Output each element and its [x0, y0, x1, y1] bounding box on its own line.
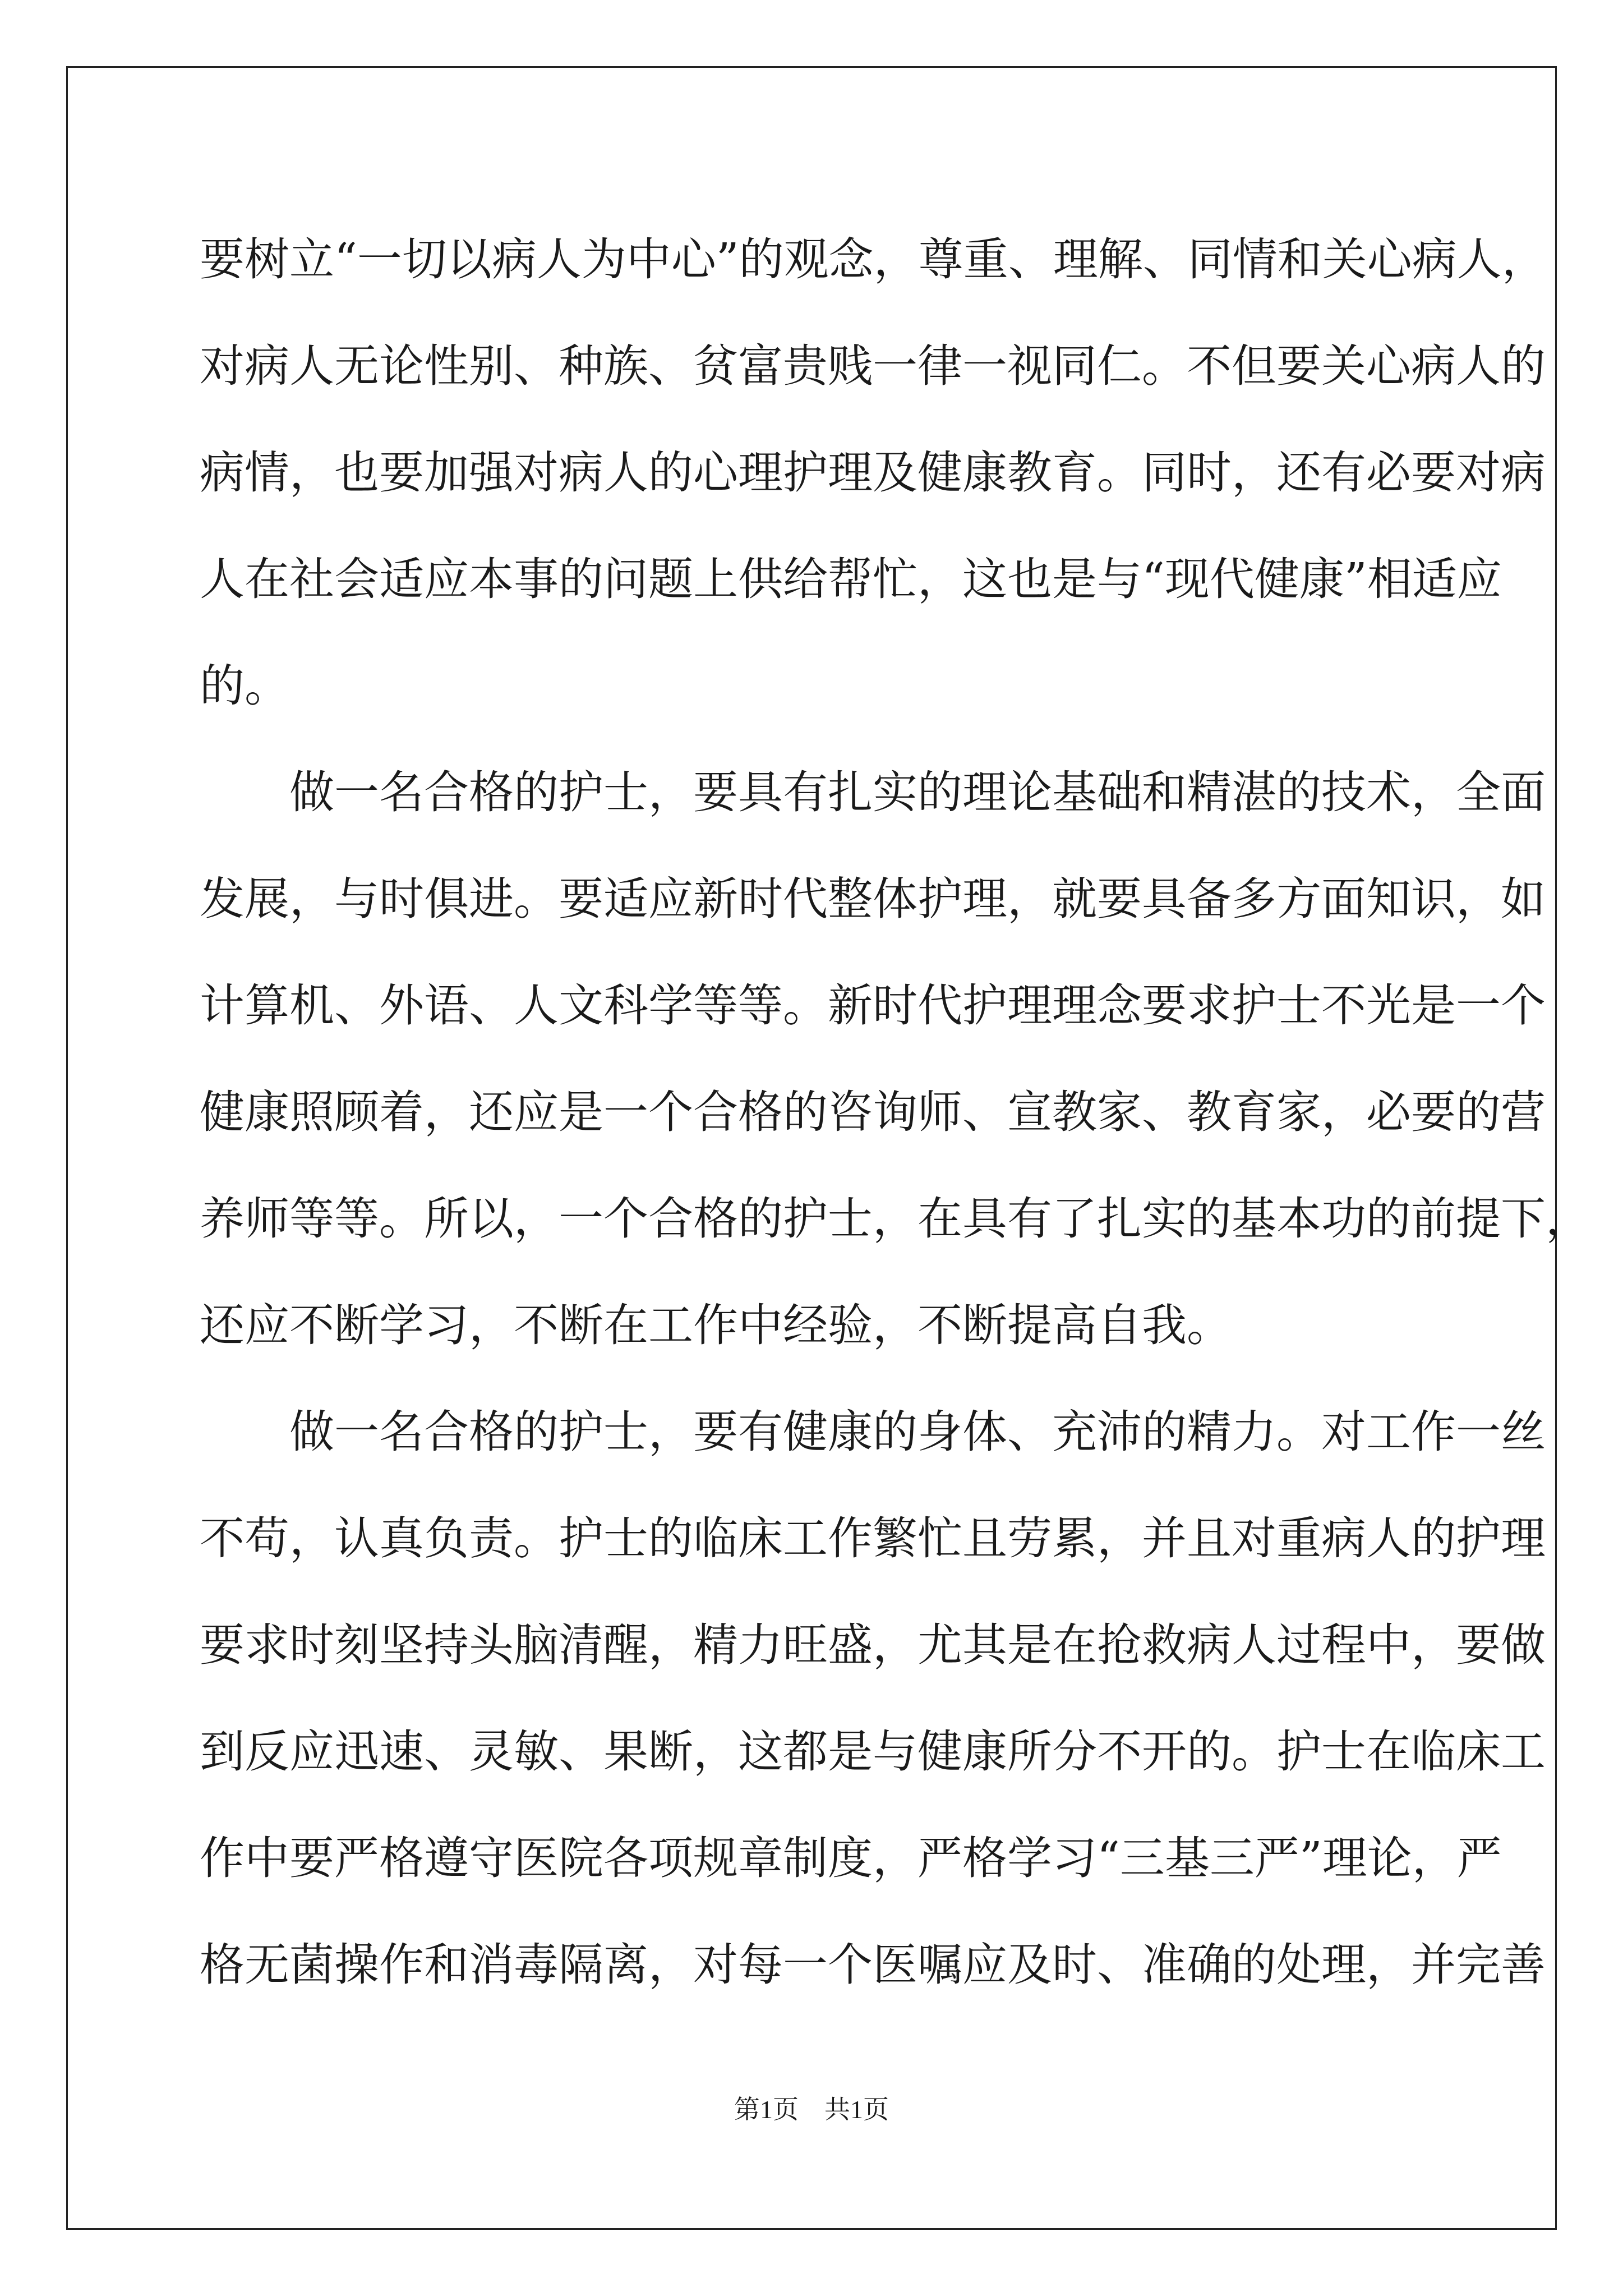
text-line: 还应不断学习，不断在工作中经验，不断提高自我。	[200, 1299, 1232, 1351]
text-line: 计算机、外语、人文科学等等。新时代护理理念要求护士不光是一个	[200, 979, 1546, 1032]
text-line: 健康照顾着，还应是一个合格的咨询师、宣教家、教育家，必要的营	[200, 1086, 1546, 1138]
text-line: 做一名合格的护士，要具有扎实的理论基础和精湛的技术，全面	[200, 766, 1546, 818]
text-line: 发展，与时俱进。要适应新时代整体护理，就要具备多方面知识，如	[200, 873, 1546, 925]
text-line: 做一名合格的护士，要有健康的身体、充沛的精力。对工作一丝	[200, 1406, 1546, 1458]
text-line: 的。	[200, 660, 289, 712]
text-line: 人在社会适应本事的问题上供给帮忙，这也是与“现代健康”相适应	[200, 553, 1502, 605]
text-line: 对病人无论性别、种族、贫富贵贱一律一视同仁。不但要关心病人的	[200, 340, 1546, 392]
page-number: 第1页 共1页	[734, 2095, 889, 2124]
text-line: 要树立“一切以病人为中心”的观念，尊重、理解、同情和关心病人，	[200, 233, 1547, 286]
text-line: 要求时刻坚持头脑清醒，精力旺盛，尤其是在抢救病人过程中，要做	[200, 1619, 1546, 1671]
text-line: 作中要严格遵守医院各项规章制度，严格学习“三基三严”理论，严	[200, 1832, 1502, 1884]
document-body	[200, 206, 1590, 2018]
text-line: 病情，也要加强对病人的心理护理及健康教育。同时，还有必要对病	[200, 447, 1546, 499]
text-line: 养师等等。所以，一个合格的护士，在具有了扎实的基本功的前提下，	[200, 1193, 1590, 1245]
text-line: 到反应迅速、灵敏、果断，这都是与健康所分不开的。护士在临床工	[200, 1726, 1546, 1778]
text-line: 不苟，认真负责。护士的临床工作繁忙且劳累，并且对重病人的护理	[200, 1512, 1546, 1565]
text-line: 格无菌操作和消毒隔离，对每一个医嘱应及时、准确的处理，并完善	[200, 1939, 1546, 1991]
